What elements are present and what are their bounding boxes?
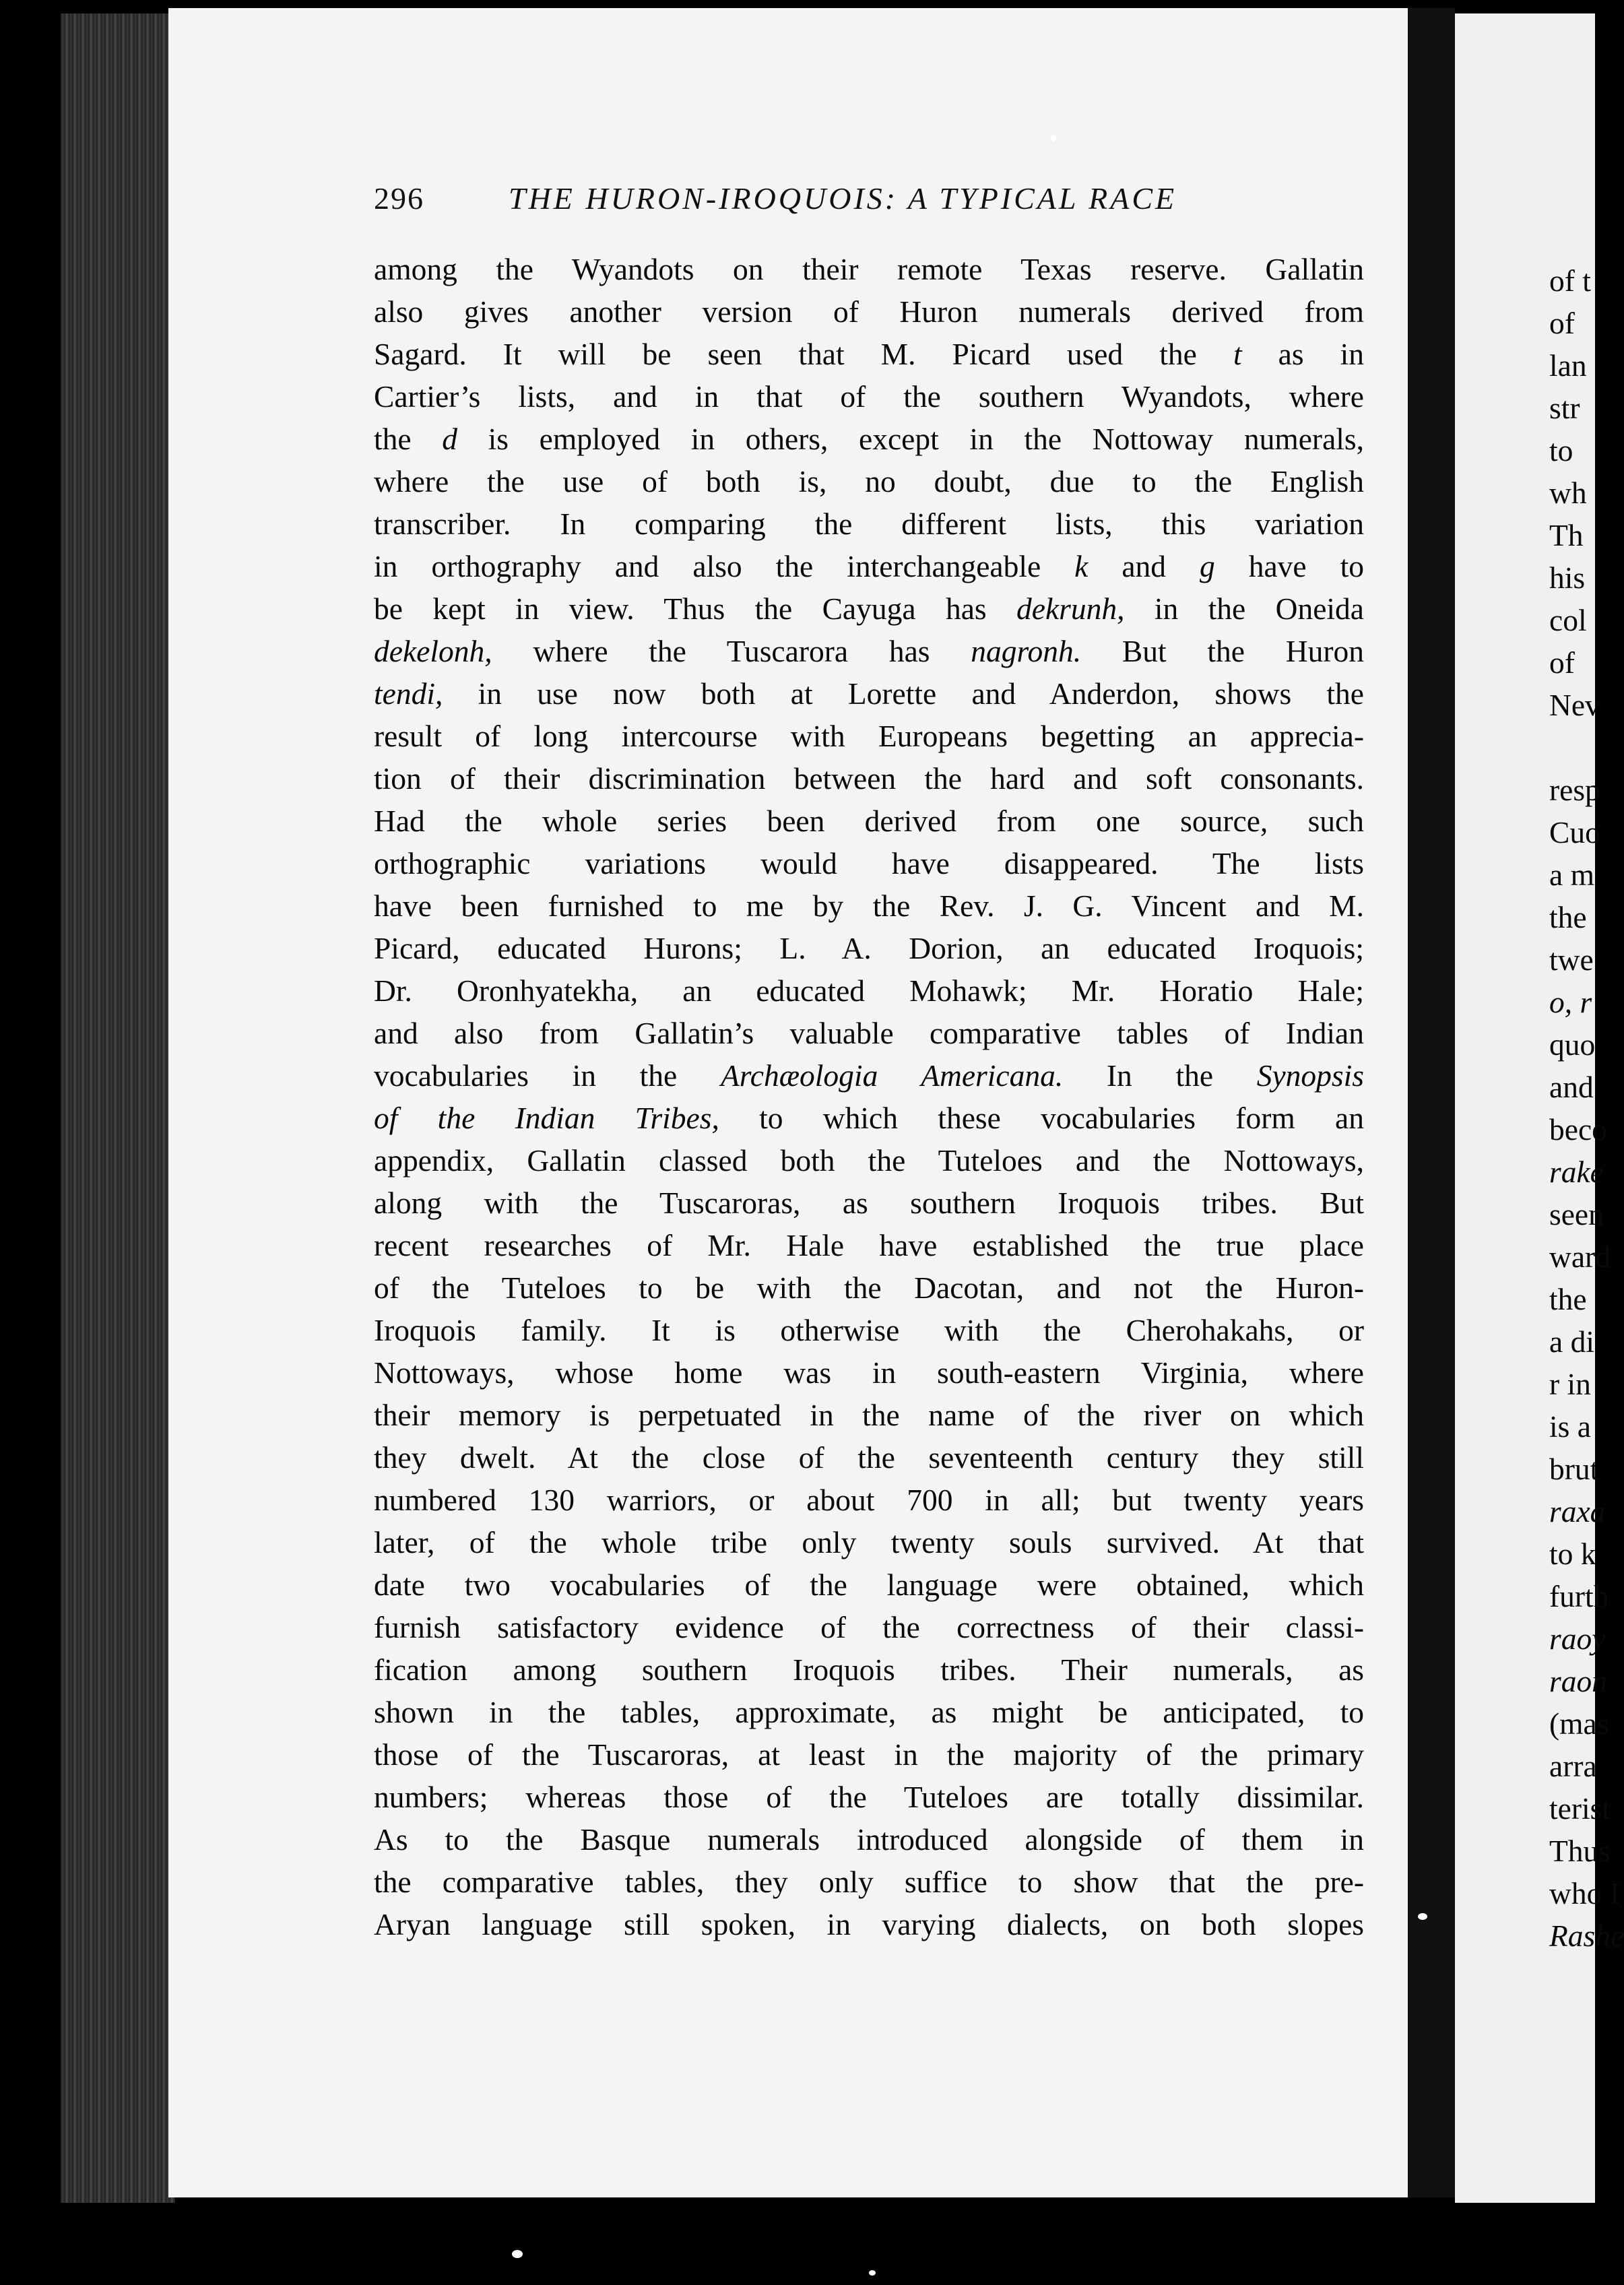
text-line [374, 545, 1364, 587]
scan-speck [512, 2250, 523, 2258]
facing-page-line: a di [1549, 1324, 1594, 1359]
facing-page-line: who I [1549, 1876, 1620, 1910]
facing-page-line: ward [1549, 1240, 1611, 1274]
italic-text: nagronh. [971, 634, 1082, 668]
text-line [374, 418, 1364, 460]
text-line [374, 503, 1364, 545]
text-run: along with the Tuscaroras, as southern Iroquois tribes. But [374, 1186, 1364, 1220]
facing-page-line: to [1549, 433, 1573, 468]
facing-page-line: raon [1549, 1664, 1607, 1698]
text-run: later, of the whole tribe only twenty souls survived. At that [374, 1525, 1364, 1559]
text-run: in the Oneida [1124, 591, 1364, 626]
italic-text: dekrunh, [1016, 591, 1125, 626]
text-line [374, 1351, 1364, 1394]
text-run: As to the Basque numerals introduced alongside of them in [374, 1822, 1364, 1857]
text-run: Had the whole series been derived from one source, such [374, 804, 1364, 838]
facing-page-line: furth [1549, 1579, 1609, 1613]
text-run: and [1088, 549, 1200, 583]
text-run: the [374, 422, 443, 456]
facing-page-line: is a [1549, 1409, 1591, 1444]
facing-page-line: the [1549, 1282, 1587, 1316]
facing-page-line: resp [1549, 773, 1600, 807]
text-line [374, 884, 1364, 927]
page-number: 296 [374, 181, 424, 216]
text-line [374, 672, 1364, 715]
text-run: But the Huron [1081, 634, 1365, 668]
facing-page-line: quo [1549, 1027, 1596, 1062]
text-line [374, 1648, 1364, 1691]
text-run: is employed in others, except in the Nottoway numerals, [457, 422, 1364, 456]
text-run: furnish satisfactory evidence of the correctness of their classi- [374, 1610, 1364, 1644]
scan-speck [1418, 1913, 1427, 1920]
facing-page-line: of [1549, 645, 1575, 680]
running-head [374, 181, 1344, 228]
facing-page-line: str [1549, 391, 1580, 425]
text-run: numbers; whereas those of the Tuteloes are totally dissimilar. [374, 1780, 1364, 1814]
facing-page-line: raxa [1549, 1494, 1606, 1528]
text-line [374, 800, 1364, 842]
facing-page-line: Rashe [1549, 1919, 1624, 1953]
facing-page-line: (mas [1549, 1706, 1609, 1741]
text-run: their memory is perpetuated in the name of the river on which [374, 1398, 1364, 1432]
text-run: tion of their discrimination between the hard and soft consonants. [374, 761, 1364, 796]
text-run: those of the Tuscaroras, at least in the majority of the primary [374, 1737, 1364, 1772]
text-line [374, 1139, 1364, 1182]
facing-page-line: brut [1549, 1452, 1599, 1486]
text-run: shown in the tables, approximate, as might be anticipated, to [374, 1695, 1364, 1729]
text-run: in use now both at Lorette and Anderdon, shows the [443, 676, 1364, 711]
text-line [374, 1394, 1364, 1436]
text-line [374, 248, 1364, 290]
text-line [374, 290, 1364, 333]
text-line [374, 333, 1364, 375]
text-line [374, 842, 1364, 884]
text-line [374, 1521, 1364, 1564]
text-line [374, 757, 1364, 800]
text-line [374, 1903, 1364, 1945]
text-line [374, 1182, 1364, 1224]
facing-page-text [1549, 259, 1624, 1957]
facing-page-line: twe [1549, 942, 1594, 977]
page-edges [61, 13, 175, 2203]
facing-page-line: Thus [1549, 1834, 1611, 1868]
facing-page-line: seen [1549, 1197, 1604, 1231]
text-run: as in [1241, 337, 1364, 371]
text-run: to which these vocabularies form an [719, 1101, 1364, 1135]
text-line [374, 1224, 1364, 1266]
text-run: also gives another version of Huron numerals derived from [374, 294, 1364, 329]
text-line [374, 1818, 1364, 1861]
text-run: Dr. Oronhyatekha, an educated Mohawk; Mr. Horatio Hale; [374, 973, 1364, 1008]
text-run: have to [1214, 549, 1364, 583]
facing-page-line: of t [1549, 263, 1591, 298]
text-run: transcriber. In comparing the different lists, this variation [374, 507, 1364, 541]
facing-page-line: r in [1549, 1367, 1591, 1401]
italic-text: Archæologia Americana. [720, 1058, 1064, 1093]
running-head-title: THE HURON-IROQUOIS: A TYPICAL RACE [509, 181, 1177, 216]
text-run: recent researches of Mr. Hale have established the true place [374, 1228, 1364, 1262]
scan-speck [869, 2270, 876, 2276]
text-line [374, 715, 1364, 757]
facing-page-line: lan [1549, 348, 1587, 383]
facing-page-line: Th [1549, 518, 1584, 552]
text-line [374, 1097, 1364, 1139]
text-line [374, 1564, 1364, 1606]
text-run: result of long intercourse with Europeans begetting an apprecia- [374, 719, 1364, 753]
text-line [374, 1054, 1364, 1097]
text-line [374, 1436, 1364, 1479]
italic-text: t [1233, 337, 1242, 371]
text-run: in orthography and also the interchangeable [374, 549, 1075, 583]
facing-page-line: arra [1549, 1749, 1597, 1783]
text-line [374, 1606, 1364, 1648]
text-run: Iroquois family. It is otherwise with the Cherohakahs, or [374, 1313, 1364, 1347]
italic-text: dekelonh, [374, 634, 492, 668]
italic-text: g [1200, 549, 1215, 583]
text-line [374, 1691, 1364, 1733]
italic-text: Synopsis [1256, 1058, 1364, 1093]
facing-page-line: terist [1549, 1791, 1611, 1826]
text-run: Sagard. It will be seen that M. Picard used the [374, 337, 1233, 371]
facing-page-line: o, r [1549, 985, 1592, 1019]
facing-page-line: to k [1549, 1537, 1596, 1571]
text-run: Aryan language still spoken, in varying dialects, on both slopes [374, 1907, 1364, 1941]
text-line [374, 1012, 1364, 1054]
text-line [374, 969, 1364, 1012]
text-run: fication among southern Iroquois tribes. Their numerals, as [374, 1652, 1364, 1687]
text-run: numbered 130 warriors, or about 700 in all; but twenty years [374, 1483, 1364, 1517]
paragraph-gap [1549, 726, 1624, 769]
text-run: be kept in view. Thus the Cayuga has [374, 591, 1016, 626]
text-run: Picard, educated Hurons; L. A. Dorion, an educated Iroquois; [374, 931, 1364, 965]
text-run: where the Tuscarora has [492, 634, 971, 668]
facing-page-line: and [1549, 1070, 1594, 1104]
text-run: of the Tuteloes to be with the Dacotan, and not the Huron- [374, 1270, 1364, 1305]
text-run: where the use of both is, no doubt, due to the English [374, 464, 1364, 498]
scan-speck [1051, 135, 1056, 141]
facing-page-line: Cuo [1549, 815, 1600, 849]
facing-page-line: his [1549, 560, 1586, 595]
text-run: date two vocabularies of the language were obtained, which [374, 1568, 1364, 1602]
text-line [374, 1309, 1364, 1351]
italic-text: tendi, [374, 676, 443, 711]
text-line [374, 927, 1364, 969]
text-run: the comparative tables, they only suffice to show that the pre- [374, 1865, 1364, 1899]
facing-page-line: Nev [1549, 688, 1600, 722]
facing-page-line: of [1549, 306, 1575, 340]
text-run: In the [1063, 1058, 1257, 1093]
text-run: vocabularies in the [374, 1058, 721, 1093]
text-line [374, 1479, 1364, 1521]
book-gutter [1408, 8, 1455, 2197]
facing-page-line: rake [1549, 1155, 1604, 1189]
text-run: have been furnished to me by the Rev. J. G. Vincent and M. [374, 889, 1364, 923]
italic-text: k [1074, 549, 1089, 583]
text-run: Cartier’s lists, and in that of the southern Wyandots, where [374, 379, 1364, 414]
text-run: Nottoways, whose home was in south-eastern Virginia, where [374, 1355, 1364, 1390]
text-line [374, 1266, 1364, 1309]
text-line [374, 375, 1364, 418]
text-run: appendix, Gallatin classed both the Tuteloes and the Nottoways, [374, 1143, 1364, 1178]
facing-page-line: the [1549, 900, 1587, 934]
facing-page-line: beco [1549, 1112, 1607, 1147]
facing-page-line: raoy [1549, 1621, 1606, 1656]
facing-page-line: a m [1549, 858, 1594, 892]
facing-page-line: col [1549, 603, 1587, 637]
text-line [374, 630, 1364, 672]
text-run: orthographic variations would have disappeared. The lists [374, 846, 1364, 880]
text-run: they dwelt. At the close of the seventeenth century they still [374, 1440, 1364, 1475]
text-line [374, 460, 1364, 503]
text-line [374, 587, 1364, 630]
text-line [374, 1776, 1364, 1818]
text-line [374, 1861, 1364, 1903]
text-line [374, 1733, 1364, 1776]
text-run: among the Wyandots on their remote Texas reserve. Gallatin [374, 252, 1364, 286]
text-run: and also from Gallatin’s valuable comparative tables of Indian [374, 1016, 1364, 1050]
italic-text: d [442, 422, 457, 456]
italic-text: of the Indian Tribes, [374, 1101, 719, 1135]
body-text [374, 248, 1364, 1945]
facing-page-line: wh [1549, 476, 1587, 510]
